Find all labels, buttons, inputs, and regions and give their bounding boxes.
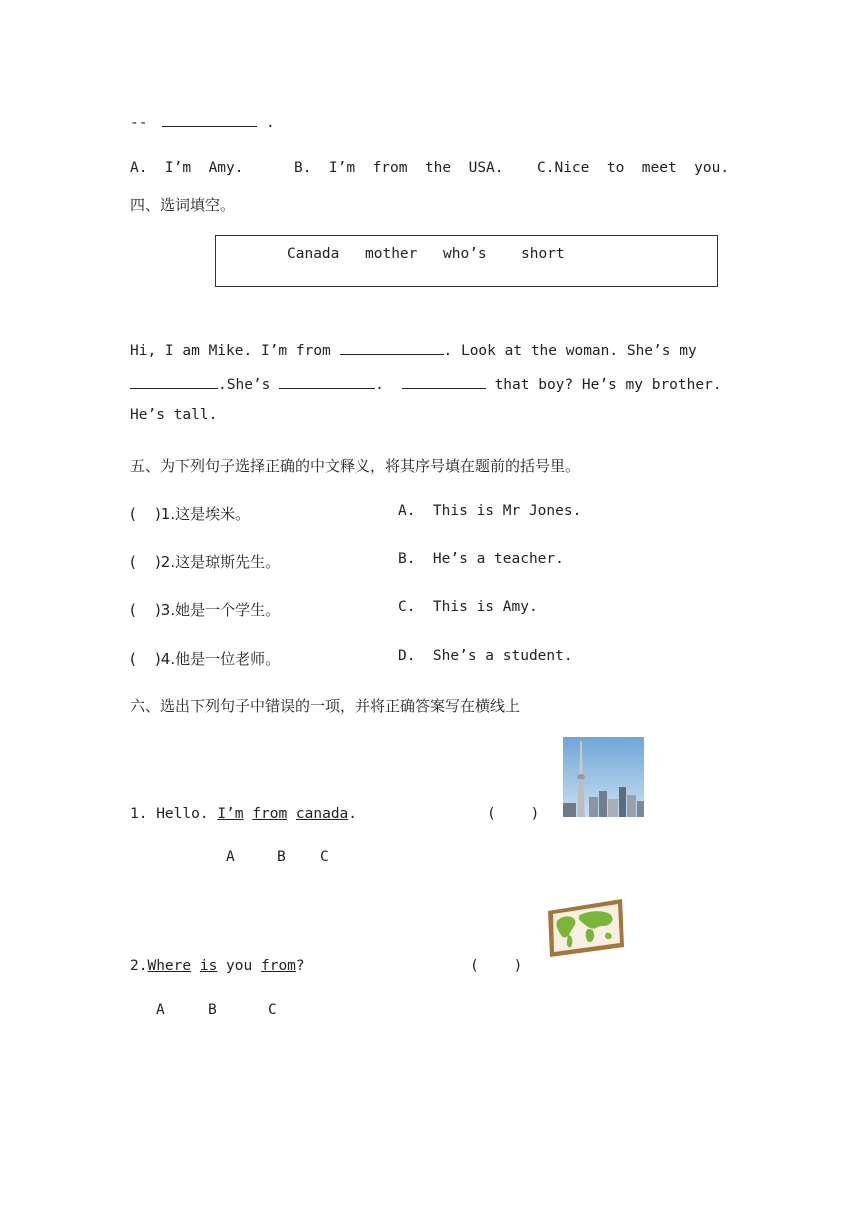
option-a: A. I’m Amy. [130,160,244,176]
word-canada: Canada [287,246,340,262]
q2-part-c: from [260,958,296,974]
match-option-b: B. He’s a teacher. [398,551,564,567]
q1-letter-b: B [277,849,286,865]
passage-text: that boy? He’s my brother. [485,377,722,393]
passage-text: . [375,377,384,393]
q2-end: ? [295,958,305,974]
blank-1[interactable] [340,340,444,355]
q2-lead: 2. [130,958,148,974]
toronto-skyline-icon [563,737,644,817]
passage-line-3: He’s tall. [130,407,218,423]
q1-end: . [348,806,358,822]
q1-lead: 1. Hello. [130,806,218,822]
q1-letter-a: A [226,849,235,865]
q2-letter-a: A [156,1002,165,1018]
blank-2[interactable] [130,374,218,389]
blank-3[interactable] [279,374,375,389]
match-option-c: C. This is Amy. [398,599,538,615]
word-bank [215,235,718,287]
option-c: C.Nice to meet you. [537,160,730,176]
section5-title: 五、为下列句子选择正确的中文释义，将其序号填在题前的括号里。 [130,457,581,475]
match-item-3: ( )3.她是一个学生。 [130,601,281,619]
option-b: B. I’m from the USA. [294,160,504,176]
passage-text: .She’s [218,377,280,393]
dash: -- [130,115,148,131]
blank-4[interactable] [402,374,486,389]
question-2 [130,958,305,974]
q2-letter-b: B [208,1002,217,1018]
q2-letter-c: C [268,1002,277,1018]
q1-part-b: from [252,806,288,822]
q1-answer-paren[interactable]: ( ) [487,806,540,822]
match-item-1: ( )1.这是埃米。 [130,505,251,523]
section6-title: 六、选出下列句子中错误的一项，并将正确答案写在横线上 [130,697,521,715]
section4-title: 四、选词填空。 [130,196,236,214]
blank-answer[interactable] [162,112,257,127]
q2-answer-paren[interactable]: ( ) [470,958,523,974]
q1-part-a: I’m [217,806,244,822]
q2-mid: you [217,958,261,974]
cn-tower-photo [563,737,644,817]
question-1 [130,806,357,822]
q1-part-c: canada [295,806,349,822]
passage-text: . Look at the woman. She’s my [443,343,697,359]
world-map-picture [544,897,626,959]
q2-part-a: Where [147,958,192,974]
word-short: short [521,246,565,262]
q1-letter-c: C [320,849,329,865]
match-item-4: ( )4.他是一位老师。 [130,650,281,668]
match-option-a: A. This is Mr Jones. [398,503,582,519]
passage-line-2 [130,374,722,393]
match-item-2: ( )2.这是琼斯先生。 [130,553,281,571]
word-mother: mother [365,246,418,262]
passage-line-1 [130,340,697,359]
q2-part-b: is [199,958,218,974]
word-whos: who’s [443,246,487,262]
match-option-d: D. She’s a student. [398,648,573,664]
passage-text: Hi, I am Mike. I’m from [130,343,340,359]
world-map-icon [544,897,626,959]
period: . [265,115,275,131]
answer-line [130,112,275,131]
